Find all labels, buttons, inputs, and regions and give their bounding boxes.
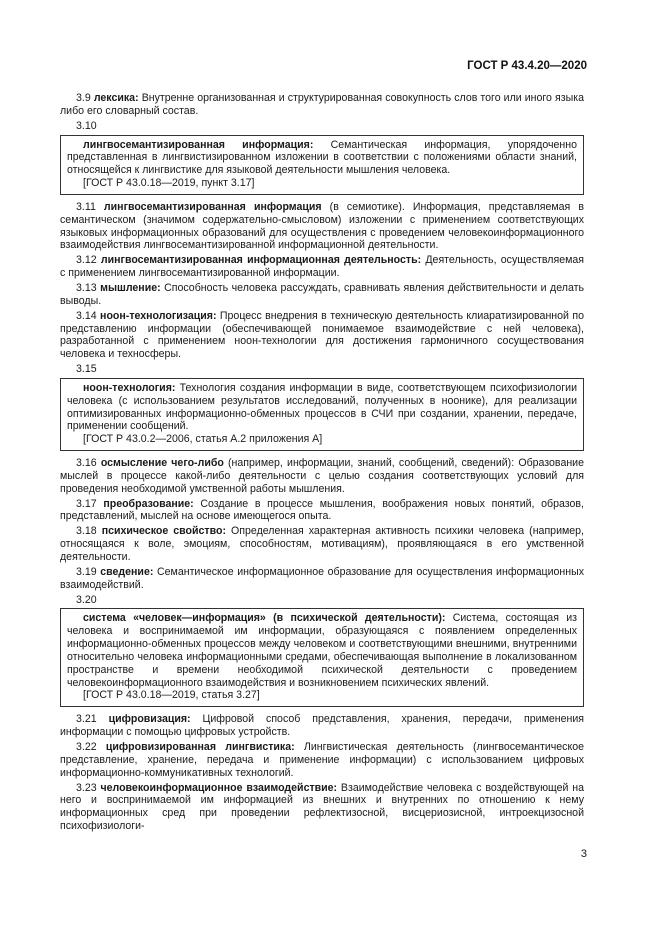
definition-text: Лингвистическая деятельность (лингвосемантическое представление, хранение, передача и применение информации) с использованием цифровых информационно-коммуникативных технологий. [60, 740, 584, 779]
definition-3-9 [60, 92, 584, 118]
definition-3-21 [60, 713, 584, 739]
quoted-definition [67, 612, 577, 689]
source-reference: [ГОСТ Р 43.0.18—2019, пункт 3.17] [83, 177, 255, 190]
definition-3-23 [60, 782, 584, 833]
term: лингвосемантизированная информация: [83, 138, 314, 151]
definition-text: Система, состоящая из человека и воспринимаемой им информации, образующаяся с появлением определенных информационно-обменных процессов между человеком и соответствующими внешними, внутренними относительно человека информационными средами, обеспечивающая выполнение в локализованном пространстве и времени необходимой психической деятельности с проведением человекоинформационного взаимодействия и возникновением психических явлений. [67, 612, 578, 689]
term: преобразование: [103, 497, 194, 510]
term: ноон-технологизация: [100, 309, 217, 322]
definition-3-13 [60, 282, 584, 308]
item-number: 3.18 [76, 525, 97, 538]
definition-text: Семантическая информация, упорядоченно представленная в лингвистизированном изложении в соответствии с положениями области знаний, относящейся к лингвистике для языковой деятельности мышления человека. [67, 138, 577, 177]
item-number: 3.9 [76, 92, 91, 104]
item-number: 3.19 [76, 565, 97, 578]
definition-text: Определенная характерная активность психики человека (например, относящаяся к воле, эмоциям, способностям, мотивациям), проявляющаяся в его умственной деятельности. [60, 525, 584, 563]
item-number: 3.21 [76, 713, 97, 726]
item-number: 3.23 [76, 781, 97, 794]
definition-text: Семантическое информационное образование для осуществления информационных взаимодействий. [60, 565, 584, 591]
definition-3-19 [60, 566, 584, 592]
definition-3-16 [60, 457, 584, 496]
term: осмысление чего-либо [100, 457, 224, 470]
source-reference: [ГОСТ Р 43.0.18—2019, статья 3.27] [83, 689, 260, 702]
standard-header: ГОСТ Р 43.4.20—2020 [467, 60, 587, 72]
item-number: 3.14 [76, 309, 97, 322]
term: психическое свойство: [101, 525, 226, 538]
source-reference: [ГОСТ Р 43.0.2—2006, статья А.2 приложения А] [83, 433, 323, 446]
quoted-definition-box-3-10 [60, 135, 584, 195]
definition-3-11 [60, 201, 584, 252]
definition-3-22 [60, 741, 584, 780]
item-number: 3.16 [76, 457, 97, 470]
term: система «человек—информация» (в психической деятельности): [83, 612, 446, 625]
definition-text: Процесс внедрения в техническую деятельность клиаратизированной по представлению информации (обеспечивающей понимаемое взаимодействие с ней человека), разработанной с применением ноон-технологии для достижения гармоничного сосуществования человека и техносферы. [60, 309, 584, 361]
item-number-3-20: 3.20 [76, 593, 97, 606]
term: ноон-технология: [83, 381, 176, 394]
definition-text: (например, информации, знаний, сообщений, сведений): Образование мыслей в процессе какой-либо деятельности с целью создания соответствующих условий для проведения необходимой умственной работы мышления. [60, 457, 584, 495]
term: сведение: [100, 565, 154, 578]
definition-3-14 [60, 310, 584, 361]
term: цифровизация: [108, 713, 191, 726]
definition-text: Внутренне организованная и структурированная совокупность слов того или иного языка либо его словарный состав. [60, 92, 584, 117]
definition-text: Деятельность, осуществляемая с применением лингвосемантизированной информации. [60, 254, 584, 280]
definition-text: (в семиотике). Информация, представляемая в семантическом (значимом содержательно-смысловом) изложении с применением соответствующих языковых информационных образований для осуществления с проведением человекоинформационного взаимодействия лингвосемантизированной информационной деятельности. [60, 200, 584, 252]
item-number: 3.22 [76, 740, 97, 753]
quoted-definition [67, 139, 577, 178]
quoted-definition [67, 382, 577, 433]
definition-3-12 [60, 254, 584, 280]
term: лингвосемантизированная информационная деятельность: [100, 254, 422, 267]
definition-text: Способность человека рассуждать, сравнивать явления действительности и делать выводы. [60, 281, 584, 307]
definition-text: Взаимодействие человека с воздействующей на него и воспринимаемой им информацией из внешних и внутренних по отношению к нему информационных сред при проведении рефлектизосной, висцериозисной, интроекцизосной психофизиологи- [60, 781, 584, 833]
definition-3-17 [60, 498, 584, 524]
definition-3-18 [60, 525, 584, 564]
term: лексика: [93, 92, 139, 104]
term: мышление: [100, 281, 161, 294]
definition-text: Цифровой способ представления, хранения, передачи, применения информации с помощью цифровых устройств. [60, 713, 584, 739]
term: человекоинформационное взаимодействие: [100, 781, 338, 794]
item-number: 3.12 [76, 254, 97, 267]
page-number: 3 [580, 848, 587, 860]
document-content [60, 92, 584, 835]
quoted-definition-box-3-20 [60, 608, 584, 707]
item-number: 3.11 [76, 200, 96, 213]
item-number-3-10: 3.10 [76, 119, 97, 132]
definition-text: Создание в процессе мышления, воображения новых понятий, образов, представлений, мыслей на основе имеющегося опыта. [60, 497, 584, 523]
item-number: 3.17 [76, 497, 97, 510]
quoted-definition-box-3-15 [60, 378, 584, 451]
item-number-3-15: 3.15 [76, 363, 97, 376]
term: лингвосемантизированная информация [103, 200, 322, 213]
definition-text: Технология создания информации в виде, соответствующем психофизиологии человека (с использованием результатов исследований, полученных в ноонике), для реализации оптимизированных информационно-обменных процессов в СЧИ при создании, хранении, передаче, применении сообщений. [67, 381, 577, 433]
term: цифровизированная лингвистика: [105, 740, 295, 753]
item-number: 3.13 [76, 281, 97, 294]
